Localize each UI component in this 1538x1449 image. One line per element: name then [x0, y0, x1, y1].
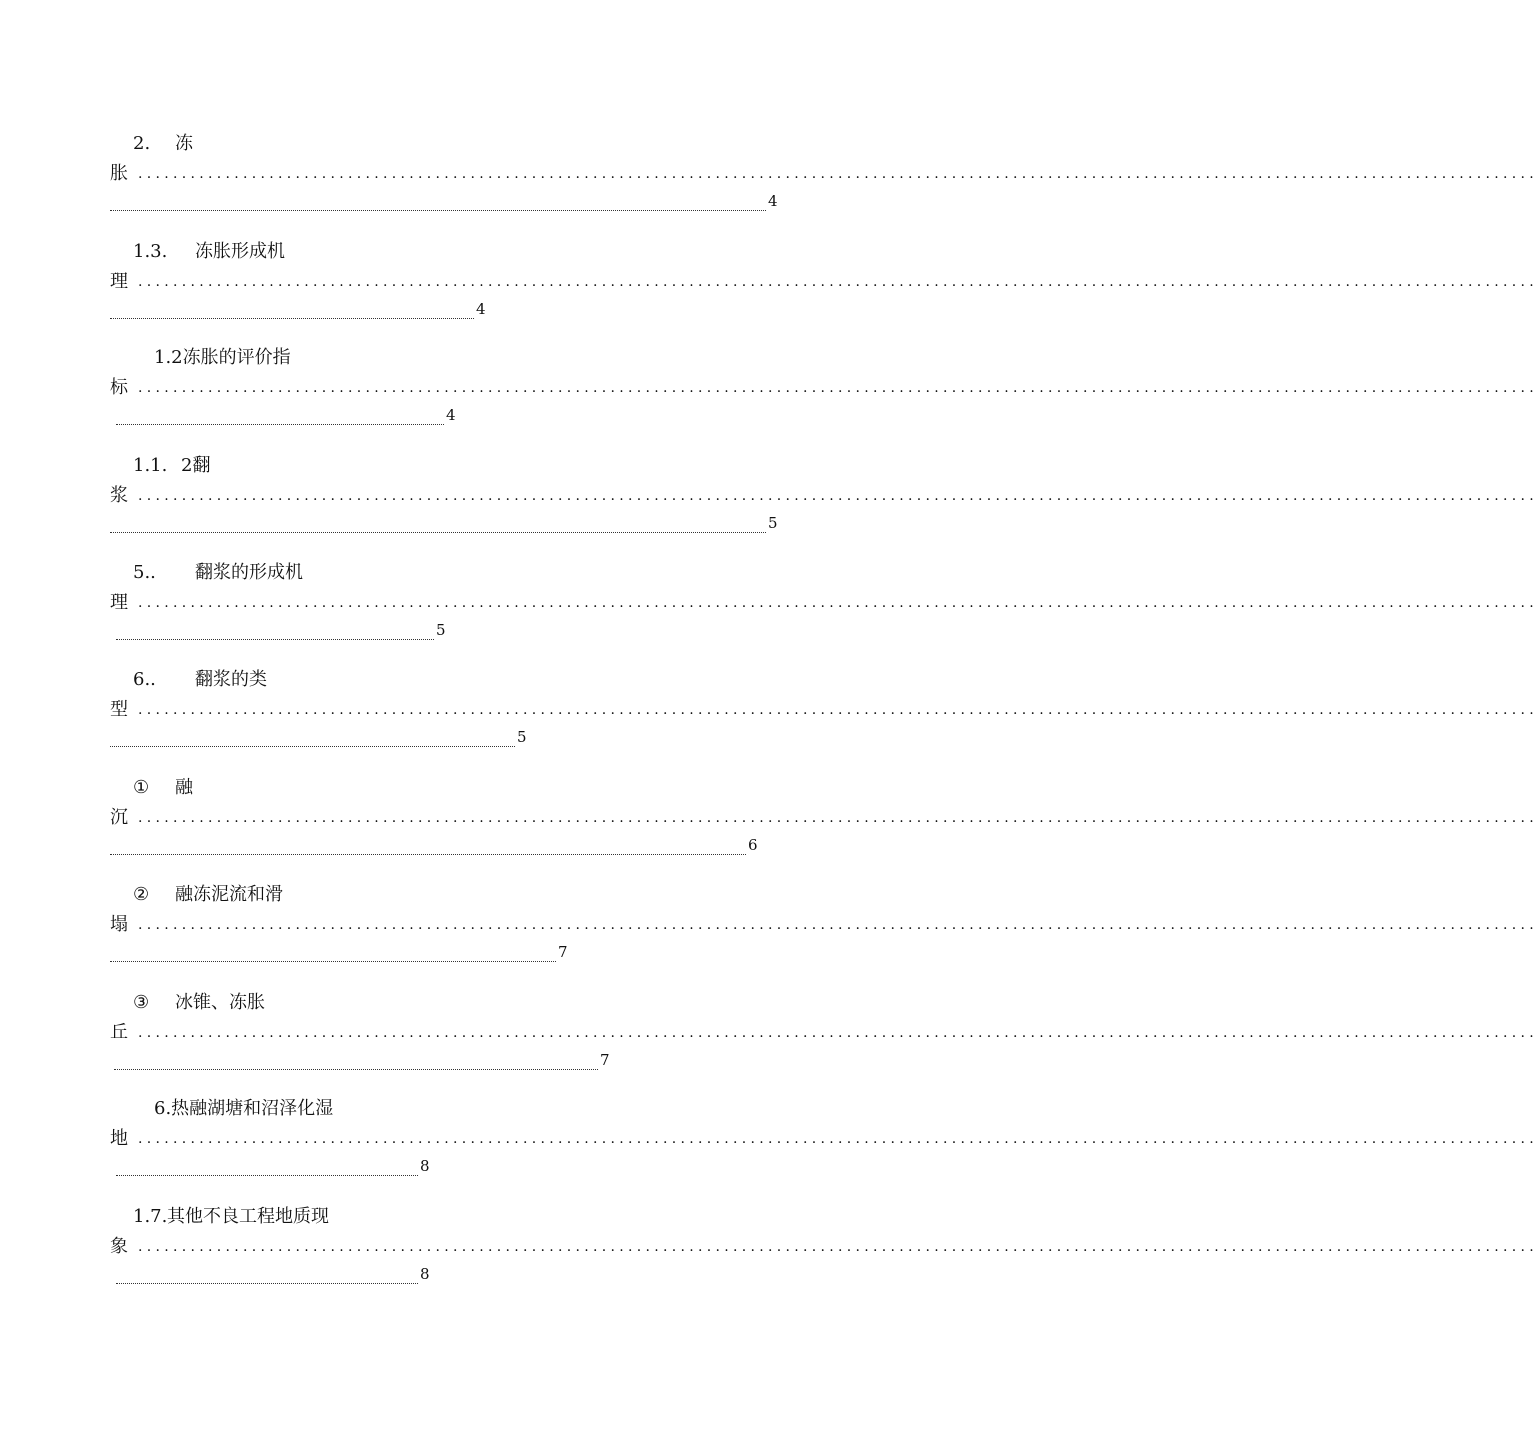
toc-title: 1.2冻胀的评价指: [154, 347, 291, 368]
toc-entry[interactable]: [110, 884, 1538, 964]
toc-title-end: 胀: [110, 163, 128, 184]
toc-heading: [133, 562, 303, 584]
toc-leader-line: [110, 163, 1538, 185]
toc-page-number: 5: [517, 728, 527, 746]
toc-entry[interactable]: [110, 133, 1538, 213]
toc-leader-line: [110, 377, 1538, 399]
toc-heading: [133, 1206, 329, 1228]
dot-fill: [110, 304, 474, 319]
toc-title-end: 浆: [110, 485, 128, 506]
toc-heading: [133, 669, 267, 691]
toc-title: 融: [175, 777, 193, 798]
toc-page-line: [110, 727, 527, 747]
dot-fill: [110, 196, 766, 211]
toc-page-line: [110, 191, 778, 211]
toc-page-number: 4: [476, 300, 486, 318]
toc-page-number: 5: [768, 514, 778, 532]
toc-title-end: 丘: [110, 1022, 128, 1043]
toc-number: 2.: [133, 133, 151, 154]
toc-page-number: 8: [420, 1265, 430, 1283]
toc-page-line: [110, 835, 758, 855]
dot-fill: [116, 1161, 418, 1176]
toc-page-line: [116, 1156, 430, 1176]
toc-entry[interactable]: [110, 669, 1538, 749]
toc-title: 6.热融湖塘和沼泽化湿: [154, 1098, 334, 1119]
toc-page-number: 6: [748, 836, 758, 854]
toc-page-line: [110, 942, 568, 962]
toc-title: 冻: [175, 133, 193, 154]
toc-number: 5..: [133, 562, 156, 583]
toc-number: 1.7.: [133, 1206, 168, 1227]
toc-page-number: 4: [446, 406, 456, 424]
toc-leader-line: [110, 485, 1538, 507]
dot-leader: ................................................................................................................................................................: [138, 1131, 1538, 1147]
toc-entry[interactable]: [110, 347, 1538, 427]
toc-leader-line: [110, 271, 1538, 293]
dot-fill: [116, 625, 434, 640]
toc-heading: [154, 1098, 333, 1120]
toc-number: 1.3.: [133, 241, 168, 262]
dot-leader: ................................................................................................................................................................: [138, 1239, 1538, 1255]
toc-page-number: 7: [600, 1051, 610, 1069]
toc-leader-line: [110, 914, 1538, 936]
toc-entry[interactable]: [110, 241, 1538, 321]
toc-page-number: 8: [420, 1157, 430, 1175]
toc-leader-line: [110, 1022, 1538, 1044]
toc-title-end: 象: [110, 1236, 128, 1257]
toc-number: ①: [133, 777, 150, 798]
toc-page-number: 5: [436, 621, 446, 639]
toc-entry[interactable]: [110, 455, 1538, 535]
toc-title-end: 地: [110, 1128, 128, 1149]
toc-heading: [133, 884, 283, 906]
toc-entry[interactable]: [110, 992, 1538, 1072]
toc-title-end: 标: [110, 377, 128, 398]
toc-leader-line: [110, 699, 1538, 721]
dot-leader: ................................................................................................................................................................: [138, 1025, 1538, 1041]
toc-title: 融冻泥流和滑: [175, 884, 283, 905]
dot-fill: [110, 732, 515, 747]
toc-title: 冰锥、冻胀: [175, 992, 265, 1013]
toc-heading: [133, 992, 265, 1014]
dot-fill: [110, 947, 556, 962]
toc-heading: [133, 455, 210, 477]
dot-leader: ................................................................................................................................................................: [138, 166, 1538, 182]
toc-title-end: 塌: [110, 914, 128, 935]
toc-heading: [133, 777, 193, 799]
toc-title: 2翻: [181, 455, 211, 476]
toc-page-number: 4: [768, 192, 778, 210]
dot-leader: ................................................................................................................................................................: [138, 595, 1538, 611]
toc-page-line: [110, 299, 486, 319]
toc-title: 其他不良工程地质现: [167, 1206, 329, 1227]
dot-fill: [110, 518, 766, 533]
toc-heading: [133, 241, 285, 263]
toc-entry[interactable]: [110, 1098, 1538, 1178]
dot-leader: ................................................................................................................................................................: [138, 917, 1538, 933]
toc-page-line: [116, 620, 446, 640]
dot-leader: ................................................................................................................................................................: [138, 702, 1538, 718]
toc-number: ②: [133, 884, 150, 905]
dot-fill: [116, 1269, 418, 1284]
toc-title: 翻浆的形成机: [195, 562, 303, 583]
toc-page-line: [114, 1050, 610, 1070]
dot-fill: [114, 1055, 598, 1070]
toc-page-number: 7: [558, 943, 568, 961]
toc-leader-line: [110, 1128, 1538, 1150]
toc-title-end: 理: [110, 592, 128, 613]
dot-leader: ................................................................................................................................................................: [138, 488, 1538, 504]
toc-title: 冻胀形成机: [195, 241, 285, 262]
toc-page-line: [110, 513, 778, 533]
toc-title-end: 理: [110, 271, 128, 292]
toc-page-line: [116, 405, 456, 425]
toc-leader-line: [110, 1236, 1538, 1258]
toc-heading: [154, 347, 291, 369]
toc-number: 6..: [133, 669, 156, 690]
dot-leader: ................................................................................................................................................................: [138, 380, 1538, 396]
toc-entry[interactable]: [110, 777, 1538, 857]
dot-leader: ................................................................................................................................................................: [138, 810, 1538, 826]
toc-leader-line: [110, 592, 1538, 614]
toc-number: ③: [133, 992, 150, 1013]
dot-leader: ................................................................................................................................................................: [138, 274, 1538, 290]
toc-entry[interactable]: [110, 562, 1538, 642]
toc-title-end: 型: [110, 699, 128, 720]
toc-number: 1.1.: [133, 455, 168, 476]
dot-fill: [116, 410, 444, 425]
toc-title-end: 沉: [110, 807, 128, 828]
toc-page-line: [116, 1264, 430, 1284]
toc-heading: [133, 133, 193, 155]
toc-leader-line: [110, 807, 1538, 829]
toc-entry[interactable]: [110, 1206, 1538, 1286]
toc-title: 翻浆的类: [195, 669, 267, 690]
dot-fill: [110, 840, 746, 855]
